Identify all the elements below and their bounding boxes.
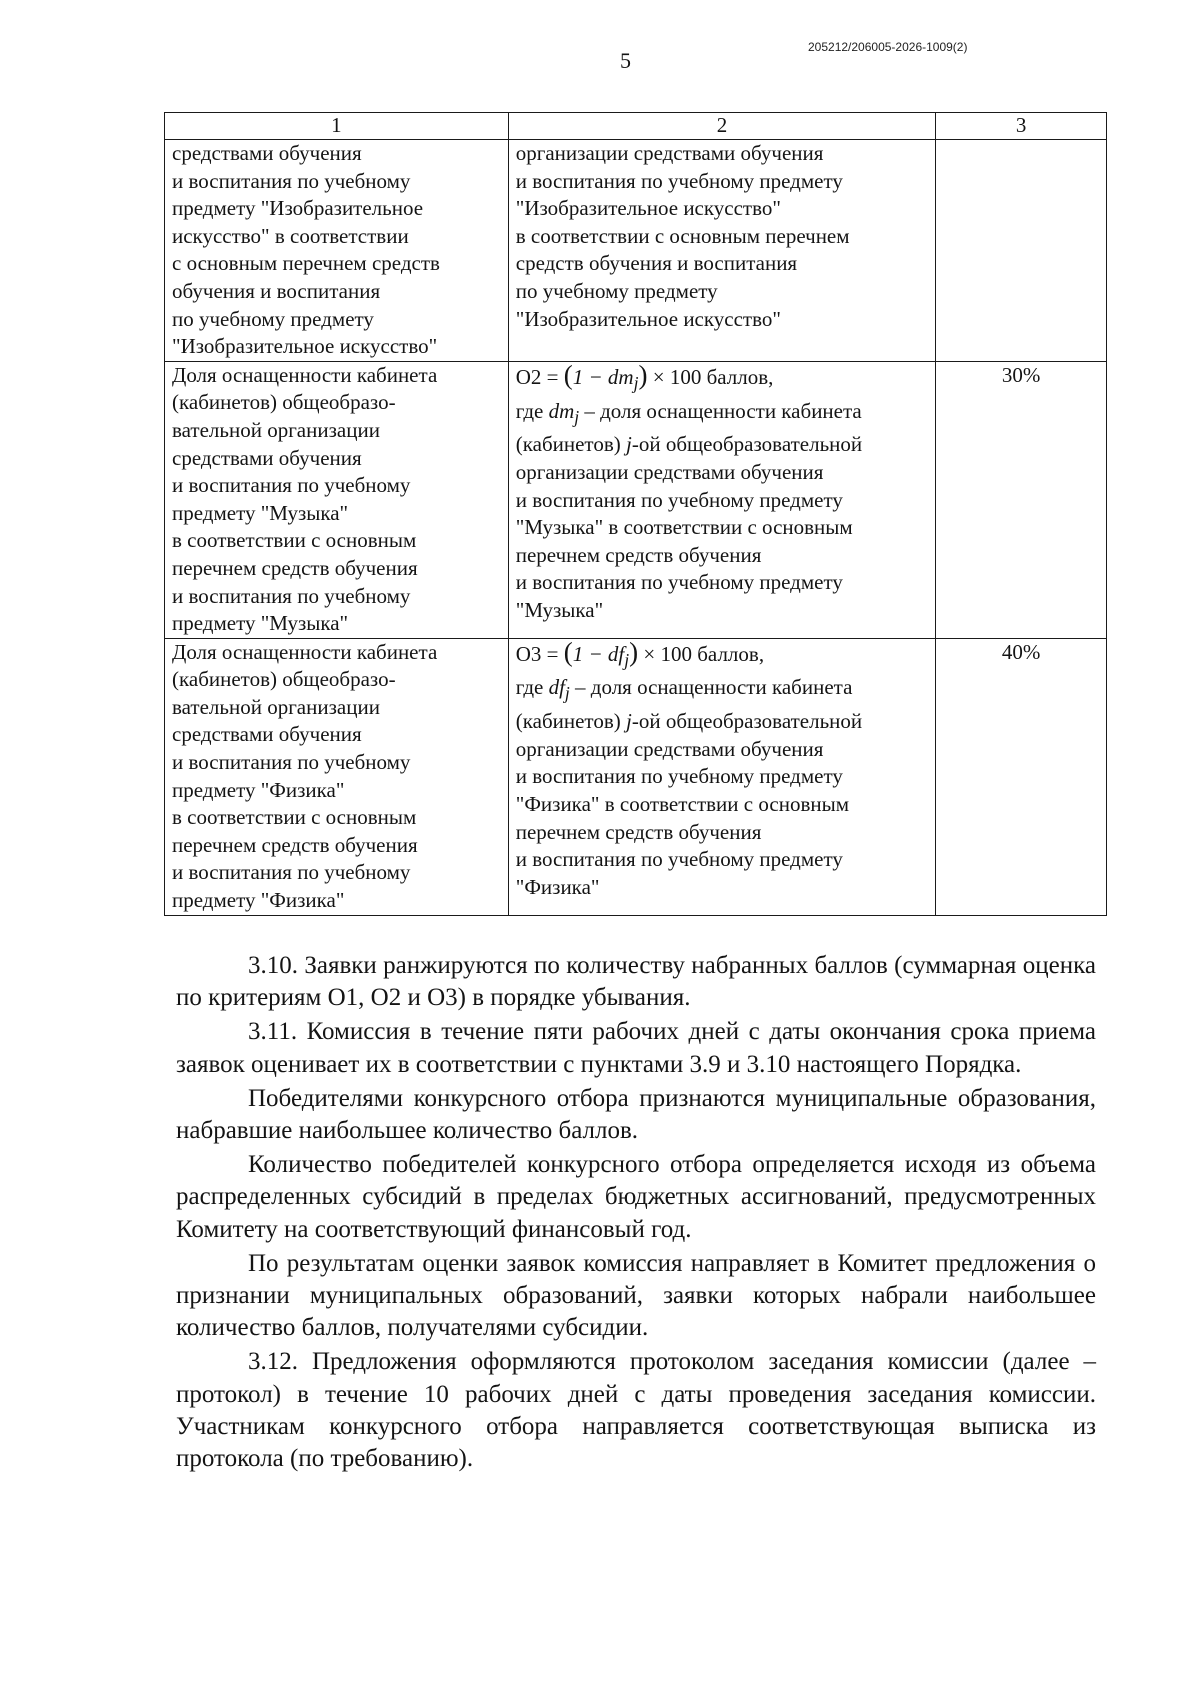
cell-line: "Изобразительное искусство" (515, 196, 781, 221)
cell-line: и воспитания по учебному предмету (515, 487, 843, 512)
definition-variable: df (548, 675, 565, 700)
formula-o2 (515, 359, 928, 398)
table-header-row (165, 113, 1107, 140)
cell-line: вательной организации (172, 694, 380, 719)
table-header-cell: 3 (936, 113, 1107, 140)
formula-cell (508, 140, 935, 362)
cell-line: по учебному предмету (172, 306, 374, 331)
cell-line: предмету "Физика" (172, 777, 345, 802)
formula-prefix: O3 = (515, 641, 564, 666)
definition-variable: dm (548, 398, 575, 423)
formula-subscript: j (624, 649, 630, 670)
cell-line: и воспитания по учебному (172, 473, 411, 498)
cell-line: и воспитания по учебному предмету (515, 847, 843, 872)
formula-suffix: × 100 баллов, (638, 641, 765, 666)
criteria-table (164, 112, 1107, 916)
body-text (176, 950, 1096, 1477)
table-header-cell: 1 (165, 113, 509, 140)
table-header-cell: 2 (508, 113, 935, 140)
formula-inner: 1 − df (572, 641, 625, 666)
cell-line: и воспитания по учебному предмету (515, 764, 843, 789)
j-line-prefix: (кабинетов) (515, 432, 626, 457)
cell-line: предмету "Физика" (172, 888, 345, 913)
cell-line: искусство" в соответствии (172, 223, 409, 248)
formula-paren: ( (563, 359, 573, 390)
cell-line: "Музыка" в соответствии с основным (515, 515, 853, 540)
weight-cell: 40% (936, 638, 1107, 915)
definition-text: – доля оснащенности кабинета (569, 675, 853, 700)
cell-line: предмету "Изобразительное (172, 196, 424, 221)
formula-cell (508, 638, 935, 915)
cell-line: перечнем средств обучения (172, 555, 418, 580)
paragraph-3-10: 3.10. Заявки ранжируются по количеству набранных баллов (суммарная оценка по критериям O1, O2 и O3) в порядке убывания. (176, 952, 1096, 1012)
cell-line: (кабинетов) общеобразо- (172, 667, 396, 692)
cell-line: (кабинетов) общеобразо- (172, 390, 396, 415)
j-variable: j (626, 709, 632, 734)
definition-text: – доля оснащенности кабинета (579, 398, 862, 423)
cell-line: Доля оснащенности кабинета (172, 639, 438, 664)
cell-line: "Изобразительное искусство" (515, 306, 781, 331)
j-line-prefix: (кабинетов) (515, 709, 626, 734)
cell-line: перечнем средств обучения (172, 832, 418, 857)
cell-line: обучения и воспитания (172, 278, 381, 303)
cell-line: и воспитания по учебному (172, 750, 411, 775)
definition-subscript: j (564, 683, 570, 704)
formula-cell (508, 361, 935, 638)
document-code: 205212/206005-2026-1009(2) (808, 40, 968, 54)
formula-j-line (516, 431, 928, 459)
cell-line: Доля оснащенности кабинета (172, 362, 438, 387)
cell-line: средствами обучения (172, 141, 362, 165)
definition-prefix: где (515, 675, 549, 700)
cell-line: в соответствии с основным (172, 805, 417, 830)
cell-line: предмету "Музыка" (172, 611, 349, 636)
formula-subscript: j (633, 372, 639, 393)
formula-prefix: O2 = (515, 364, 564, 389)
cell-line: в соответствии с основным (172, 528, 417, 553)
page-number: 5 (620, 48, 631, 73)
cell-line: в соответствии с основным перечнем (515, 223, 850, 248)
cell-line: и воспитания по учебному (172, 860, 411, 885)
formula-j-line (516, 708, 928, 736)
cell-line: организации средствами обучения (515, 141, 824, 165)
formula-o3 (515, 636, 928, 675)
paragraph-results: По результатам оценки заявок комиссия направляет в Комитет предложения о признании муниципальных образований, заявки которых набрали наибольшее количество баллов, получателями субсидии. (176, 1249, 1096, 1342)
cell-line: предмету "Музыка" (172, 500, 349, 525)
cell-line: и воспитания по учебному предмету (515, 168, 843, 193)
cell-line: и воспитания по учебному (172, 168, 411, 193)
cell-line: "Физика" (515, 874, 600, 899)
definition-subscript: j (574, 406, 580, 427)
cell-line: "Изобразительное искусство" (172, 334, 438, 359)
definition-prefix: где (515, 398, 549, 423)
paragraph-3-12: 3.12. Предложения оформляются протоколом заседания комиссии (далее – протокол) в течение 10 рабочих дней с даты проведения заседания комиссии. Участникам конкурсного отбора направляется соответствующая выписка из протокола (по требованию). (176, 1348, 1096, 1473)
cell-line: по учебному предмету (515, 278, 718, 303)
formula-paren: ( (563, 636, 573, 667)
paragraph-winners: Победителями конкурсного отбора признаются муниципальные образования, набравшие наибольшее количество баллов. (176, 1084, 1096, 1145)
cell-line: вательной организации (172, 417, 380, 442)
formula-paren: ) (638, 359, 648, 390)
cell-line: организации средствами обучения (515, 459, 824, 484)
cell-line: средствами обучения (172, 445, 362, 470)
cell-line: организации средствами обучения (515, 736, 824, 761)
cell-line: перечнем средств обучения (515, 542, 762, 567)
criterion-cell (165, 361, 509, 638)
table-row (165, 140, 1107, 362)
paragraph-3-11: 3.11. Комиссия в течение пяти рабочих дней с даты окончания срока приема заявок оценивает их в соответствии с пунктами 3.9 и 3.10 настоящего Порядка. (176, 1018, 1096, 1078)
weight-cell (936, 140, 1107, 362)
cell-line: средств обучения и воспитания (515, 251, 798, 276)
weight-cell: 30% (936, 361, 1107, 638)
formula-inner: 1 − dm (572, 364, 634, 389)
cell-line: "Музыка" (515, 597, 604, 622)
cell-line: перечнем средств обучения (515, 819, 762, 844)
table-row (165, 361, 1107, 638)
j-line-text: -ой общеобразовательной (631, 709, 863, 734)
formula-definition (516, 674, 928, 708)
formula-definition (516, 398, 928, 432)
j-line-text: -ой общеобразовательной (631, 432, 863, 457)
cell-line: и воспитания по учебному (172, 583, 411, 608)
cell-line: с основным перечнем средств (172, 251, 440, 276)
cell-line: средствами обучения (172, 722, 362, 747)
formula-paren: ) (629, 636, 639, 667)
criterion-cell (165, 638, 509, 915)
criterion-cell (165, 140, 509, 362)
paragraph-winners-count: Количество победителей конкурсного отбора определяется исходя из объема распределенных субсидий в пределах бюджетных ассигнований, предусмотренных Комитету на соответствующий финансовый год. (176, 1151, 1096, 1243)
cell-line: "Физика" в соответствии с основным (515, 792, 849, 817)
cell-line: и воспитания по учебному предмету (515, 570, 843, 595)
table-row (165, 638, 1107, 915)
formula-suffix: × 100 баллов, (647, 364, 774, 389)
j-variable: j (626, 432, 632, 457)
